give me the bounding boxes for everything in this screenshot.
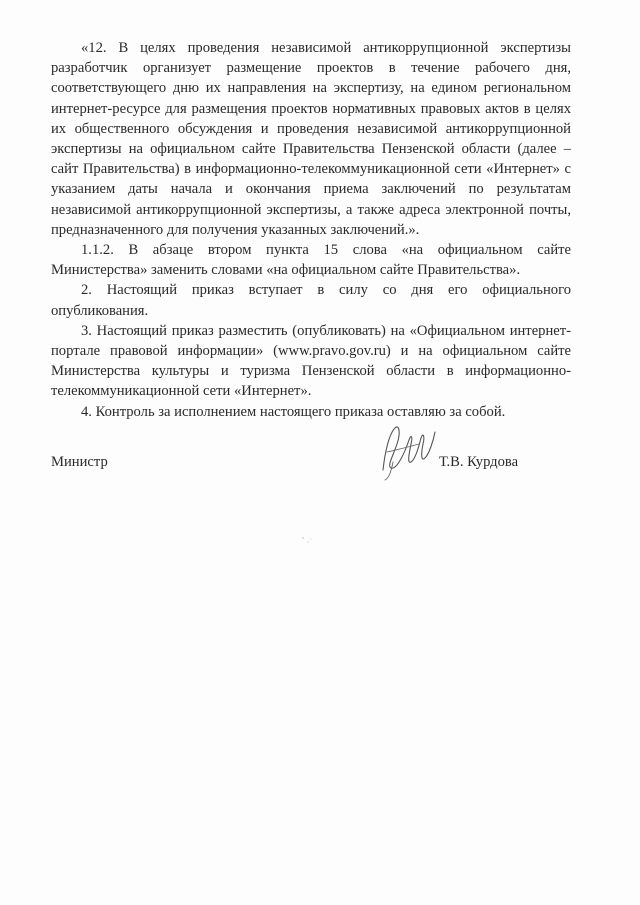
signatory-title: Министр	[51, 454, 108, 470]
handwritten-signature	[375, 422, 445, 484]
document-body	[51, 38, 571, 422]
signature-block	[51, 442, 571, 482]
paragraph-item-2: 2. Настоящий приказ вступает в силу со дня его официального опубликования.	[51, 282, 571, 319]
paragraph-item-1-1-2: 1.1.2. В абзаце втором пункта 15 слова «на официальном сайте Министерства» заменить словами «на официальном сайте Правительства».	[51, 242, 571, 279]
paragraph-item-4: 4. Контроль за исполнением настоящего приказа оставляю за собой.	[81, 403, 506, 420]
paragraph-item-3: 3. Настоящий приказ разместить (опубликовать) на «Официальном интернет-портале правовой информации» (www.pravo.gov.ru) и на официальном сайте Министерства культуры и туризма Пензенской области в информационно-телекоммуникационной сети «Интернет».	[51, 322, 571, 400]
paragraph-item-12: «12. В целях проведения независимой антикоррупционной экспертизы разработчик организует размещение проектов в течение рабочего дня, соответствующего дню их направления на экспертизу, на едином региональном интернет-ресурсе для размещения проектов нормативных правовых актов в целях их общественного обсуждения и проведения независимой антикоррупционной экспертизы на официальном сайте Правительства Пензенской области (далее – сайт Правительства) в информационно-телекоммуникационной сети «Интернет» с указанием даты начала и окончания приема заключений по результатам независимой антикоррупционной экспертизы, а также адреса электронной почты, предназначенного для получения указанных заключений.».	[51, 40, 571, 238]
scan-artifact	[300, 536, 314, 546]
signatory-name: Т.В. Курдова	[439, 454, 519, 470]
